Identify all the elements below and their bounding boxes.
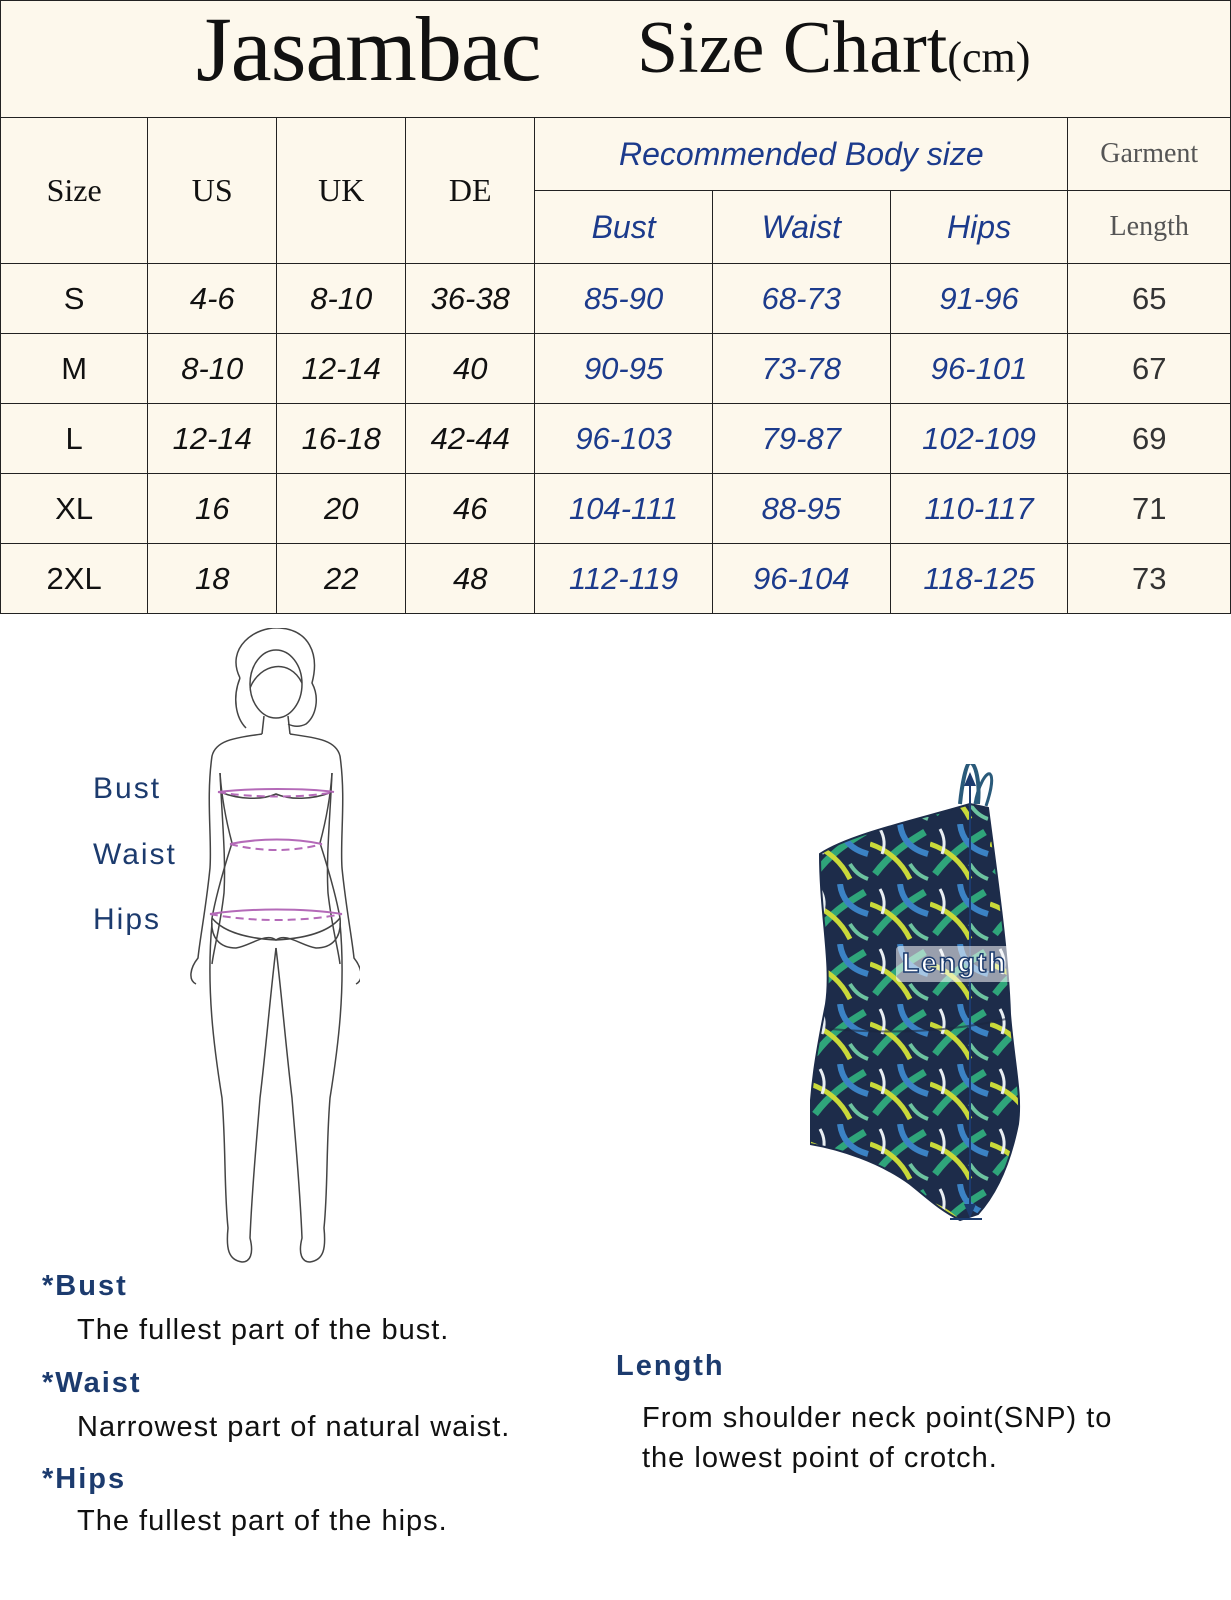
cell-length: 71 bbox=[1068, 474, 1231, 544]
def-waist-title: *Waist bbox=[42, 1367, 142, 1399]
cell-size: L bbox=[1, 404, 148, 474]
chart-title-text: Size Chart bbox=[637, 7, 948, 89]
cell-hips: 91-96 bbox=[890, 264, 1068, 334]
chart-header bbox=[0, 0, 1231, 117]
def-hips-text: The fullest part of the hips. bbox=[77, 1505, 448, 1537]
cell-de: 48 bbox=[406, 544, 535, 614]
waist-measure-line bbox=[230, 844, 322, 850]
header-hips: Hips bbox=[890, 191, 1068, 264]
cell-size: XL bbox=[1, 474, 148, 544]
def-waist-text: Narrowest part of natural waist. bbox=[77, 1411, 511, 1443]
cell-us: 12-14 bbox=[148, 404, 277, 474]
swimsuit-illustration bbox=[810, 764, 1050, 1244]
cell-uk: 22 bbox=[277, 544, 406, 614]
cell-de: 42-44 bbox=[406, 404, 535, 474]
cell-waist: 79-87 bbox=[712, 404, 890, 474]
header-garment: Garment bbox=[1068, 118, 1231, 191]
figure-hips-label: Hips bbox=[93, 903, 162, 936]
cell-length: 69 bbox=[1068, 404, 1231, 474]
def-bust-text: The fullest part of the bust. bbox=[77, 1314, 450, 1346]
def-bust-title: *Bust bbox=[42, 1270, 128, 1302]
header-recommended: Recommended Body size bbox=[535, 118, 1068, 191]
cell-hips: 96-101 bbox=[890, 334, 1068, 404]
cell-uk: 16-18 bbox=[277, 404, 406, 474]
cell-de: 36-38 bbox=[406, 264, 535, 334]
table-row bbox=[1, 334, 1231, 404]
cell-uk: 12-14 bbox=[277, 334, 406, 404]
header-bust: Bust bbox=[535, 191, 713, 264]
size-table bbox=[0, 117, 1231, 614]
cell-waist: 73-78 bbox=[712, 334, 890, 404]
table-row bbox=[1, 404, 1231, 474]
cell-uk: 8-10 bbox=[277, 264, 406, 334]
cell-bust: 85-90 bbox=[535, 264, 713, 334]
body-figure-illustration bbox=[180, 628, 360, 1268]
cell-length: 65 bbox=[1068, 264, 1231, 334]
figure-bust-label: Bust bbox=[93, 772, 162, 805]
header-length: Length bbox=[1068, 191, 1231, 264]
cell-de: 40 bbox=[406, 334, 535, 404]
hair-outline bbox=[236, 628, 316, 726]
brand-name: Jasambac bbox=[196, 0, 541, 100]
size-rows bbox=[1, 264, 1231, 614]
def-length-text-1: From shoulder neck point(SNP) to bbox=[642, 1402, 1113, 1434]
cell-de: 46 bbox=[406, 474, 535, 544]
cell-us: 16 bbox=[148, 474, 277, 544]
cell-bust: 104-111 bbox=[535, 474, 713, 544]
def-length-title: Length bbox=[616, 1350, 725, 1382]
header-us: US bbox=[148, 118, 277, 264]
def-hips-title: *Hips bbox=[42, 1463, 127, 1495]
cell-length: 73 bbox=[1068, 544, 1231, 614]
def-length-text-2: the lowest point of crotch. bbox=[642, 1442, 998, 1474]
cell-hips: 102-109 bbox=[890, 404, 1068, 474]
cell-size: 2XL bbox=[1, 544, 148, 614]
cell-waist: 88-95 bbox=[712, 474, 890, 544]
chart-title bbox=[637, 7, 1031, 89]
cell-us: 18 bbox=[148, 544, 277, 614]
header-uk: UK bbox=[277, 118, 406, 264]
cell-uk: 20 bbox=[277, 474, 406, 544]
cell-us: 4-6 bbox=[148, 264, 277, 334]
cell-bust: 96-103 bbox=[535, 404, 713, 474]
hips-measure-line bbox=[210, 914, 342, 920]
cell-hips: 110-117 bbox=[890, 474, 1068, 544]
length-label: Length bbox=[902, 947, 1008, 978]
cell-hips: 118-125 bbox=[890, 544, 1068, 614]
table-header-row bbox=[1, 118, 1231, 191]
table-row bbox=[1, 474, 1231, 544]
cell-size: S bbox=[1, 264, 148, 334]
figure-waist-label: Waist bbox=[93, 838, 177, 871]
chart-unit: (cm) bbox=[947, 33, 1031, 82]
header-waist: Waist bbox=[712, 191, 890, 264]
cell-size: M bbox=[1, 334, 148, 404]
cell-waist: 96-104 bbox=[712, 544, 890, 614]
cell-waist: 68-73 bbox=[712, 264, 890, 334]
table-row bbox=[1, 544, 1231, 614]
header-size: Size bbox=[1, 118, 148, 264]
cell-bust: 90-95 bbox=[535, 334, 713, 404]
table-row bbox=[1, 264, 1231, 334]
cell-length: 67 bbox=[1068, 334, 1231, 404]
cell-us: 8-10 bbox=[148, 334, 277, 404]
cell-bust: 112-119 bbox=[535, 544, 713, 614]
header-de: DE bbox=[406, 118, 535, 264]
